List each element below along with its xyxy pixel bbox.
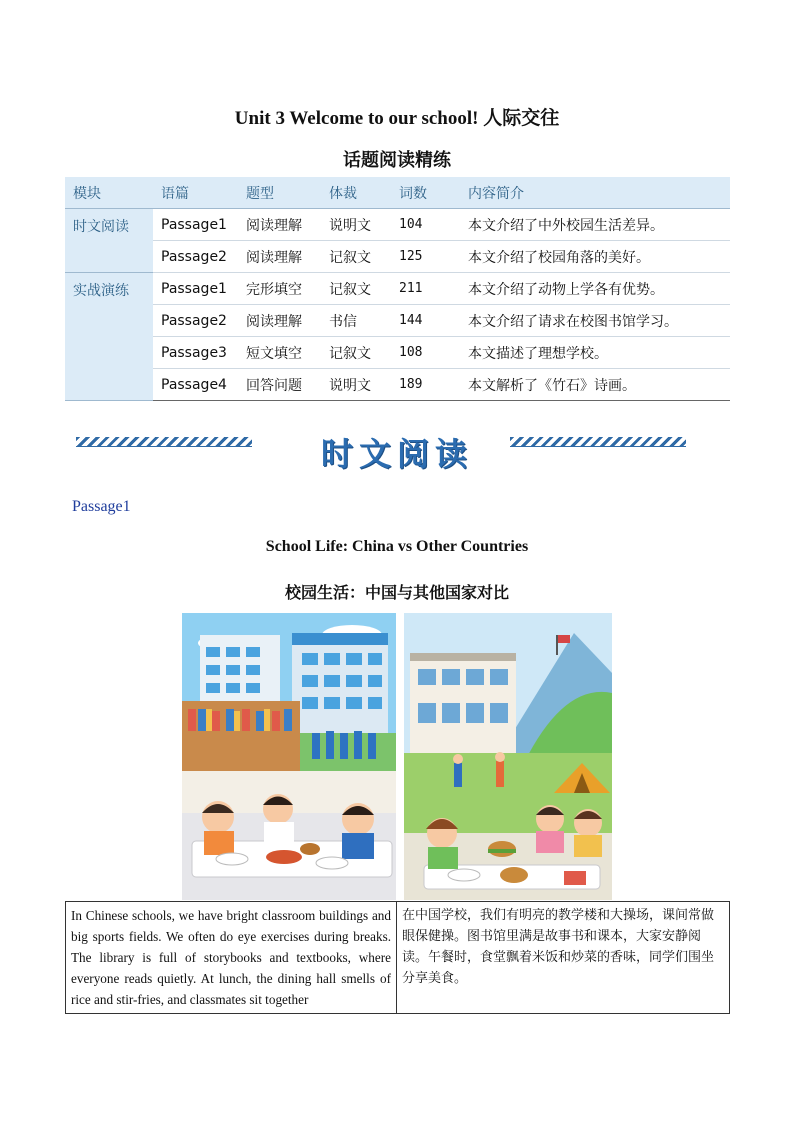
document-title: Unit 3 Welcome to our school! 人际交往 <box>234 108 560 129</box>
summary-cell: 本文描述了理想学校。 <box>460 337 730 369</box>
overview-header-row <box>65 177 730 209</box>
count-cell: 125 <box>391 241 460 273</box>
table-row <box>65 209 730 241</box>
passage-cell: Passage1 <box>153 273 238 305</box>
header-question-type: 题型 <box>238 177 321 209</box>
genre-cell: 记叙文 <box>321 337 391 369</box>
overview-table <box>65 177 730 401</box>
count-cell: 104 <box>391 209 460 241</box>
passage-cell: Passage3 <box>153 337 238 369</box>
passage-cell: Passage1 <box>153 209 238 241</box>
type-cell: 阅读理解 <box>238 241 321 273</box>
header-passage: 语篇 <box>153 177 238 209</box>
header-word-count: 词数 <box>391 177 460 209</box>
document-subtitle: 话题阅读精练 <box>343 150 451 170</box>
china-school-illustration <box>182 613 396 900</box>
genre-cell: 书信 <box>321 305 391 337</box>
passage-cell: Passage2 <box>153 241 238 273</box>
summary-cell: 本文介绍了中外校园生活差异。 <box>460 209 730 241</box>
genre-cell: 说明文 <box>321 209 391 241</box>
summary-cell: 本文介绍了校园角落的美好。 <box>460 241 730 273</box>
china-school-scene-image <box>182 613 396 900</box>
table-row <box>65 305 730 337</box>
table-row <box>65 369 730 401</box>
genre-cell: 记叙文 <box>321 273 391 305</box>
header-module: 模块 <box>65 177 153 209</box>
section-title: 时文阅读 <box>320 435 473 473</box>
passage-cell: Passage2 <box>153 305 238 337</box>
count-cell: 108 <box>391 337 460 369</box>
module-cell: 时文阅读 <box>65 209 153 273</box>
module-cell: 实战演练 <box>65 273 153 401</box>
passage-cell: Passage4 <box>153 369 238 401</box>
passage-row <box>66 902 730 1014</box>
count-cell: 211 <box>391 273 460 305</box>
table-row <box>65 337 730 369</box>
type-cell: 完形填空 <box>238 273 321 305</box>
header-genre: 体裁 <box>321 177 391 209</box>
header-summary: 内容简介 <box>460 177 730 209</box>
table-row <box>65 273 730 305</box>
summary-cell: 本文介绍了请求在校图书馆学习。 <box>460 305 730 337</box>
count-cell: 144 <box>391 305 460 337</box>
passage-title-english: School Life: China vs Other Countries <box>265 538 529 555</box>
genre-cell: 记叙文 <box>321 241 391 273</box>
summary-cell: 本文解析了《竹石》诗画。 <box>460 369 730 401</box>
other-country-school-scene-image <box>404 613 612 900</box>
type-cell: 回答问题 <box>238 369 321 401</box>
type-cell: 短文填空 <box>238 337 321 369</box>
other-country-school-illustration <box>404 613 612 900</box>
type-cell: 阅读理解 <box>238 305 321 337</box>
decorative-stripe-right <box>510 437 686 447</box>
bilingual-passage-table <box>65 901 730 1014</box>
table-row <box>65 241 730 273</box>
summary-cell: 本文介绍了动物上学各有优势。 <box>460 273 730 305</box>
type-cell: 阅读理解 <box>238 209 321 241</box>
passage-text-english: In Chinese schools, we have bright classroom buildings and big sports fields. We often do eye exercises during breaks. The library is full of storybooks and textbooks, where everyone reads quietly. At lunch, the dining hall smells of rice and stir-fries, and classmates sit together <box>66 902 397 1014</box>
section-header <box>0 425 794 475</box>
genre-cell: 说明文 <box>321 369 391 401</box>
passage-title-chinese: 校园生活：中国与其他国家对比 <box>284 583 509 602</box>
passage-text-chinese: 在中国学校，我们有明亮的教学楼和大操场，课间常做眼保健操。图书馆里满是故事书和课本，大家安静阅读。午餐时，食堂飘着米饭和炒菜的香味，同学们围坐分享美食。 <box>397 902 730 1014</box>
passage-label: Passage1 <box>72 498 131 515</box>
count-cell: 189 <box>391 369 460 401</box>
